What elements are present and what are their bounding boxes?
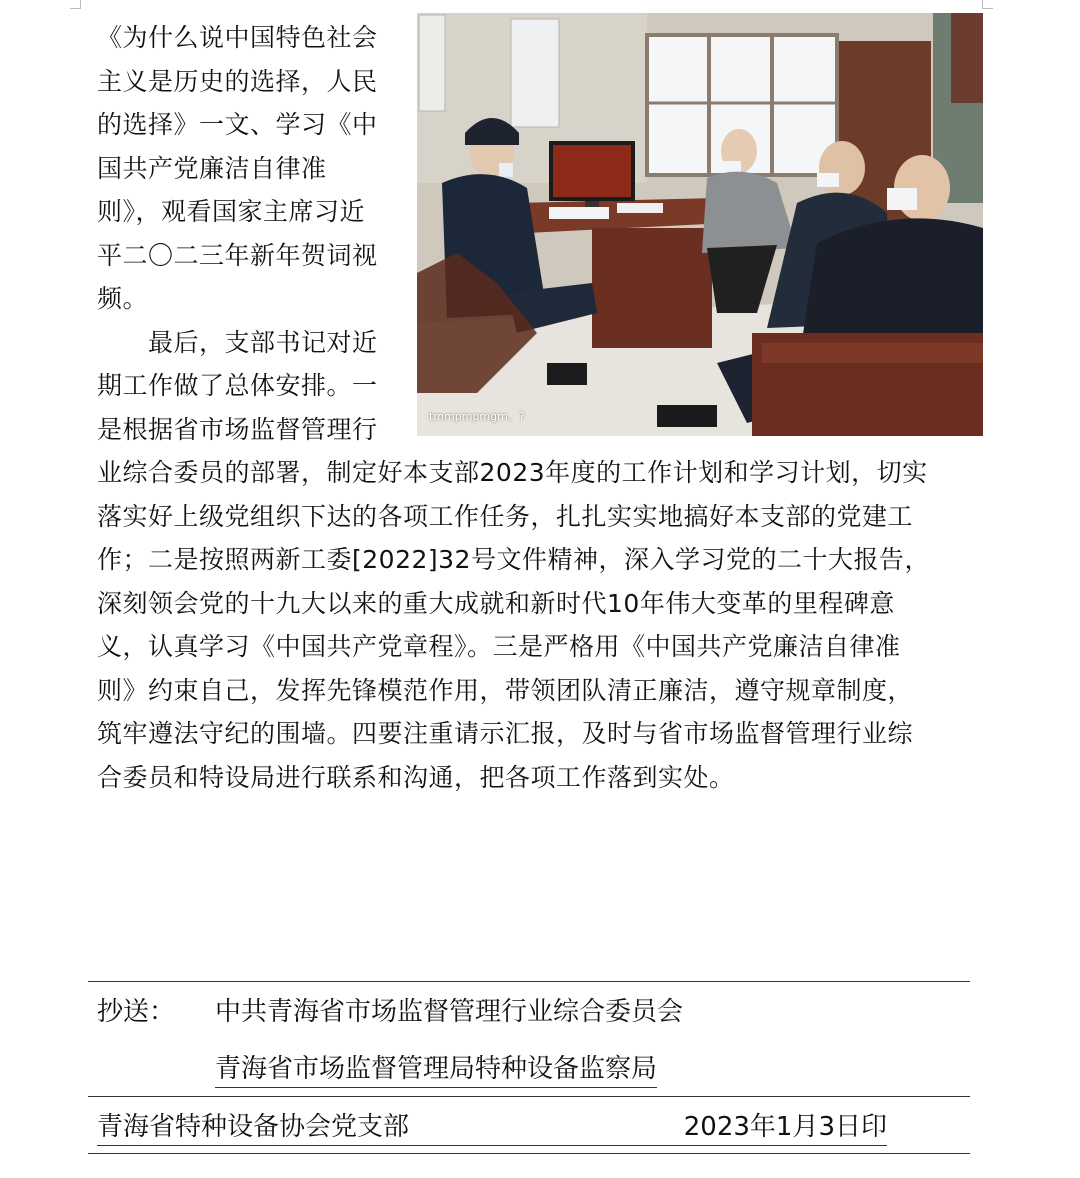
cc-recipient-1: 中共青海省市场监督管理行业综合委员会 [215,997,684,1027]
body-text-wrapped [97,16,378,451]
cc-recipient-2: 青海省市场监督管理局特种设备监察局 [215,1053,657,1088]
body-line: 《为什么说中国特色社会 [97,23,378,52]
body-line: 频。 [97,284,149,313]
body-line: 国共产党廉洁自律准 [97,153,327,183]
footer-bottom-rule [88,1153,970,1154]
body-line: 义，认真学习《中国共产党章程》。三是严格用《中国共产党廉洁自律准 [97,632,901,661]
meeting-photo-illustration [417,13,983,436]
body-line: 的选择》一文、学习《中 [97,110,378,139]
body-line: 平二〇二三年新年贺词视 [97,240,378,270]
body-line: 筑牢遵法守纪的围墙。四要注重请示汇报，及时与省市场监督管理行业综 [97,719,914,748]
body-line: 落实好上级党组织下达的各项工作任务，扎扎实实地搞好本支部的党建工 [97,501,914,531]
body-line: 则》约束自己，发挥先锋模范作用，带领团队清正廉洁，遵守规章制度， [97,675,914,705]
footer-top-rule [88,981,970,982]
body-line: 业综合委员的部署，制定好本支部2023年度的工作计划和学习计划，切实 [97,458,928,487]
cc-label: 抄送： [97,997,176,1027]
issuer-line [97,1111,887,1146]
issuer-name: 青海省特种设备协会党支部 [97,1112,410,1142]
meeting-photo [417,13,983,436]
photo-caption: tmmpmpmgm、? [429,410,525,423]
body-line: 是根据省市场监督管理行 [97,414,378,444]
body-line: 作；二是按照两新工委[2022]32号文件精神，深入学习党的二十大报告， [97,545,930,574]
body-line: 合委员和特设局进行联系和沟通，把各项工作落到实处。 [97,762,735,792]
print-date: 2023年1月3日印 [683,1112,887,1142]
page-corner-mark [982,0,993,9]
body-line: 深刻领会党的十九大以来的重大成就和新时代10年伟大变革的里程碑意 [97,588,895,618]
body-line: 期工作做了总体安排。一 [97,371,378,400]
footer-mid-rule [88,1096,970,1097]
body-line: 最后，支部书记对近 [97,327,378,357]
page-corner-mark [70,0,81,9]
body-text-full [97,451,930,799]
body-line: 主义是历史的选择，人民 [97,66,378,96]
body-line: 则》，观看国家主席习近 [97,197,366,226]
